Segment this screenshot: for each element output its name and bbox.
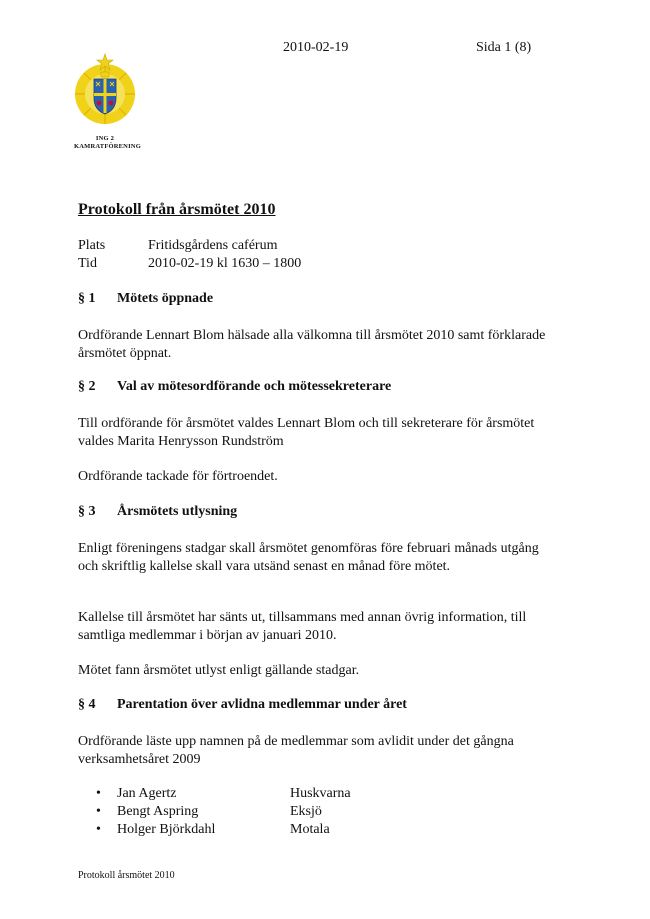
deceased-members-list — [96, 785, 351, 839]
section-title: Parentation över avlidna medlemmar under året — [117, 697, 407, 712]
meta-value-time: 2010-02-19 kl 1630 – 1800 — [148, 256, 302, 271]
section-title: Val av mötesordförande och mötessekreterare — [117, 379, 392, 394]
member-name: Jan Agertz — [117, 786, 177, 801]
member-place: Eksjö — [290, 804, 322, 819]
section-title: Mötets öppnade — [117, 291, 214, 306]
member-name: Holger Björkdahl — [117, 822, 216, 837]
meta-row-place — [78, 238, 277, 254]
section-heading-3 — [78, 504, 237, 520]
list-item — [96, 803, 351, 821]
section-number: § 2 — [78, 379, 96, 394]
section-heading-1 — [78, 291, 213, 307]
logo-caption-line2: KAMRATFÖRENING — [74, 143, 141, 150]
section-1-paragraph-1: Ordförande Lennart Blom hälsade alla välkomna till årsmötet 2010 samt förklarade årsmötet öppnat. — [78, 328, 546, 361]
member-name: Bengt Aspring — [117, 804, 199, 819]
section-3-paragraph-1: Enligt föreningens stadgar skall årsmötet genomföras före februari månads utgång och skriftlig kallelse skall vara utsänd senast en månad före mötet. — [78, 541, 539, 574]
document-title: Protokoll från årsmötet 2010 — [78, 201, 276, 218]
section-number: § 3 — [78, 504, 96, 519]
header-date: 2010-02-19 — [283, 40, 349, 55]
list-item — [96, 821, 351, 839]
meta-row-time — [78, 256, 301, 272]
association-logo — [74, 52, 141, 151]
bullet-icon: • — [96, 786, 101, 801]
section-heading-2 — [78, 379, 391, 395]
crest-emblem-icon — [74, 52, 136, 130]
section-3-paragraph-3: Mötet fann årsmötet utlyst enligt gällande stadgar. — [78, 663, 360, 678]
section-title: Årsmötets utlysning — [117, 504, 238, 519]
section-heading-4 — [78, 697, 407, 713]
logo-caption-line1: ING 2 — [95, 135, 115, 142]
bullet-icon: • — [96, 804, 101, 819]
meta-value-place: Fritidsgårdens caférum — [148, 238, 278, 253]
section-4-paragraph-1: Ordförande läste upp namnen på de medlemmar som avlidit under det gångna verksamhetsåret 2009 — [78, 734, 514, 767]
meta-label-time: Tid — [78, 256, 97, 271]
bullet-icon: • — [96, 822, 101, 837]
section-number: § 1 — [78, 291, 96, 306]
section-2-paragraph-1: Till ordförande för årsmötet valdes Lennart Blom och till sekreterare för årsmötet valdes Marita Henrysson Rundström — [78, 416, 535, 449]
page-footer: Protokoll årsmötet 2010 — [78, 870, 175, 881]
section-3-paragraph-2: Kallelse till årsmötet har sänts ut, tillsammans med annan övrig information, till samtliga medlemmar i början av januari 2010. — [78, 610, 527, 643]
member-place: Motala — [290, 822, 330, 837]
list-item — [96, 785, 351, 803]
header-page-number: Sida 1 (8) — [476, 40, 532, 55]
meta-label-place: Plats — [78, 238, 106, 253]
member-place: Huskvarna — [290, 786, 351, 801]
section-number: § 4 — [78, 697, 96, 712]
section-2-paragraph-2: Ordförande tackade för förtroendet. — [78, 469, 278, 484]
